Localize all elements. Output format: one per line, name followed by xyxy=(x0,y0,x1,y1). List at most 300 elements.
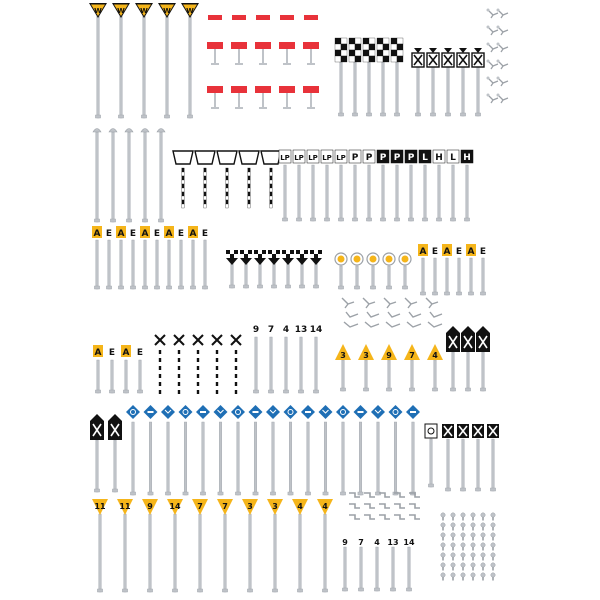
pole xyxy=(408,547,410,591)
pole xyxy=(108,240,110,289)
diamond-x-board-row-5 xyxy=(90,414,122,492)
screw-part-icon xyxy=(481,543,485,547)
sign-label: A xyxy=(165,229,173,239)
sign-label: E xyxy=(129,229,137,239)
pole xyxy=(96,440,98,492)
pole xyxy=(144,240,146,289)
w-board-row xyxy=(89,3,199,118)
checker-board-icon xyxy=(310,250,322,258)
pole xyxy=(112,132,114,222)
pole xyxy=(482,352,484,391)
hook-mount-icon xyxy=(384,298,400,327)
sign-label: 4 xyxy=(282,325,290,335)
pole xyxy=(482,258,484,295)
pole xyxy=(111,360,113,393)
bracket-parts-row-6 xyxy=(349,493,420,519)
screw-part-icon xyxy=(461,513,465,517)
checker-board-icon xyxy=(240,250,252,258)
pole xyxy=(477,439,479,491)
pole xyxy=(360,547,362,591)
sign-label: 7 xyxy=(267,325,275,335)
hook-mount-row xyxy=(342,298,442,327)
ae-board-row-3-right xyxy=(418,244,486,295)
pole xyxy=(204,240,206,289)
pole xyxy=(470,258,472,295)
pole xyxy=(99,514,101,592)
pole xyxy=(289,422,291,495)
sign-label: 4 xyxy=(374,538,380,547)
pole xyxy=(114,440,116,492)
red-stop-board-icon xyxy=(208,15,222,20)
pole xyxy=(410,165,412,221)
red-stop-board-icon xyxy=(255,86,271,93)
pole xyxy=(417,66,419,116)
sign-label: 9 xyxy=(147,502,153,511)
sign-label: A xyxy=(122,348,130,358)
pole xyxy=(324,514,326,592)
sign-label: 7 xyxy=(197,502,203,511)
hook-mount-icon xyxy=(498,95,508,103)
pole xyxy=(144,132,146,222)
pole xyxy=(199,514,201,592)
sign-label: H xyxy=(463,153,471,163)
pole xyxy=(342,422,344,495)
blue-diamond-sign-icon xyxy=(126,405,140,419)
blue-sign-row xyxy=(126,405,420,495)
blue-diamond-sign-icon xyxy=(214,405,228,419)
trapezoid-board-icon xyxy=(217,151,237,164)
red-stop-board-icon xyxy=(279,86,295,93)
pole xyxy=(249,514,251,592)
sign-label: 14 xyxy=(309,325,323,335)
sign-label: 9 xyxy=(252,325,260,335)
screw-part-icon xyxy=(441,533,445,537)
pole xyxy=(245,263,247,288)
pole xyxy=(424,165,426,221)
x-cross-board-icon xyxy=(476,326,490,352)
screw-part-icon xyxy=(471,543,475,547)
pole xyxy=(434,258,436,295)
pole xyxy=(432,66,434,116)
trapezoid-board-row xyxy=(173,151,281,208)
pole xyxy=(184,422,186,495)
pole xyxy=(132,240,134,289)
hook-mount-icon xyxy=(498,27,508,35)
sign-label: 4 xyxy=(322,502,328,511)
sign-label: A xyxy=(443,247,451,257)
screw-part-icon xyxy=(491,573,495,577)
bracket-parts xyxy=(487,9,509,104)
pole xyxy=(224,514,226,592)
pole xyxy=(285,337,287,393)
lamp-head-icon xyxy=(157,129,165,133)
pole xyxy=(180,240,182,289)
sign-label: 3 xyxy=(340,351,346,360)
pole xyxy=(466,165,468,221)
sign-label: LP xyxy=(322,154,332,162)
hook-mount-icon xyxy=(498,10,508,18)
pole xyxy=(388,266,390,289)
x-cross-board-icon xyxy=(90,414,104,440)
blue-diamond-sign-icon xyxy=(371,405,385,419)
sign-label: E xyxy=(431,247,439,257)
checker-square-row xyxy=(226,250,322,288)
lamp-head-icon xyxy=(93,129,101,133)
sign-label: L xyxy=(422,153,428,163)
letter-board-row xyxy=(279,150,473,221)
screw-part-icon xyxy=(441,523,445,527)
sign-label: 7 xyxy=(358,538,364,547)
trapezoid-board-icon xyxy=(173,151,193,164)
lamp-head-icon xyxy=(125,129,133,133)
screw-part-icon xyxy=(481,533,485,537)
hook-mount-icon xyxy=(363,298,379,327)
x-cross-board-icon xyxy=(461,326,475,352)
x-cross-board-icon xyxy=(446,326,460,352)
sign-label: W xyxy=(163,7,171,15)
pole xyxy=(259,263,261,288)
pole xyxy=(368,62,370,116)
pole xyxy=(149,422,151,495)
pole xyxy=(388,360,390,391)
pole xyxy=(237,422,239,495)
blue-diamond-sign-icon xyxy=(179,405,193,419)
hook-mount-icon xyxy=(409,504,420,508)
checker-board-icon xyxy=(226,250,238,258)
triangle-board-row xyxy=(335,344,443,391)
blue-diamond-sign-icon xyxy=(284,405,298,419)
sign-label: A xyxy=(141,229,149,239)
lamp-head-icon xyxy=(425,424,437,438)
pole xyxy=(284,165,286,221)
sign-label: 4 xyxy=(297,502,303,511)
sign-label: E xyxy=(455,247,463,257)
sign-label: A xyxy=(467,247,475,257)
trapezoid-board-icon xyxy=(239,151,259,164)
pole xyxy=(356,266,358,289)
pole xyxy=(447,439,449,491)
screw-part-icon xyxy=(451,553,455,557)
sign-label: 13 xyxy=(294,325,308,335)
pole xyxy=(344,547,346,591)
sign-label: 7 xyxy=(222,502,228,511)
hook-mount-icon xyxy=(342,298,358,327)
screw-part-icon xyxy=(451,563,455,567)
pole xyxy=(354,62,356,116)
screw-part-icon xyxy=(451,513,455,517)
screw-part-icon xyxy=(441,563,445,567)
hook-mount-icon xyxy=(405,298,421,327)
pole xyxy=(452,165,454,221)
sign-label: 9 xyxy=(386,351,392,360)
screw-part-icon xyxy=(461,563,465,567)
blue-diamond-sign-icon xyxy=(336,405,350,419)
screw-part-icon xyxy=(461,543,465,547)
screw-part-icon xyxy=(491,563,495,567)
pole xyxy=(139,360,141,393)
pole xyxy=(477,66,479,116)
pole xyxy=(365,360,367,391)
pole xyxy=(315,263,317,288)
pole xyxy=(412,422,414,495)
sign-label: W xyxy=(140,7,148,15)
sign-label: E xyxy=(105,229,113,239)
blue-diamond-sign-icon xyxy=(161,405,175,419)
sign-label: E xyxy=(108,348,116,358)
pole xyxy=(132,422,134,495)
screw-part-icon xyxy=(481,563,485,567)
pole xyxy=(359,422,361,495)
pole xyxy=(273,263,275,288)
screw-part-icon xyxy=(491,553,495,557)
checker-board-icon xyxy=(377,38,389,62)
screw-part-icon xyxy=(491,513,495,517)
ae-board-row-4 xyxy=(93,345,143,393)
sign-label: LP xyxy=(308,154,318,162)
pole xyxy=(368,165,370,221)
pole xyxy=(307,422,309,495)
blue-diamond-sign-icon xyxy=(266,405,280,419)
x-board-row xyxy=(412,48,484,116)
pole xyxy=(120,240,122,289)
pole xyxy=(168,240,170,289)
pole xyxy=(458,258,460,295)
pole xyxy=(96,240,98,289)
sign-label: 4 xyxy=(432,351,438,360)
hook-mount-icon xyxy=(364,504,375,508)
checker-board-icon xyxy=(282,250,294,258)
pole xyxy=(315,337,317,393)
pole xyxy=(312,165,314,221)
pole xyxy=(324,422,326,495)
x-cross-row xyxy=(155,335,241,394)
red-board-grid xyxy=(207,15,319,109)
checker-board-icon xyxy=(254,250,266,258)
pole xyxy=(143,16,145,118)
red-stop-board-icon xyxy=(207,42,223,49)
pole xyxy=(392,547,394,591)
screw-part-icon xyxy=(491,543,495,547)
trapezoid-board-icon xyxy=(195,151,215,164)
pole xyxy=(231,263,233,288)
hook-mount-icon xyxy=(409,515,420,519)
pole xyxy=(382,165,384,221)
sign-label: W xyxy=(117,7,125,15)
pole xyxy=(301,263,303,288)
pole xyxy=(340,62,342,116)
pole xyxy=(255,337,257,393)
lamp-head-icon xyxy=(109,129,117,133)
pole xyxy=(354,165,356,221)
pole xyxy=(124,514,126,592)
sign-label: A xyxy=(189,229,197,239)
pole xyxy=(462,439,464,491)
pole xyxy=(376,547,378,591)
pole xyxy=(96,132,98,222)
sign-label: 11 xyxy=(119,502,131,511)
hook-mount-icon xyxy=(379,515,390,519)
screw-part-icon xyxy=(451,573,455,577)
red-stop-board-icon xyxy=(304,15,318,20)
hook-mount-icon xyxy=(488,95,498,103)
x-board-row-5 xyxy=(425,424,499,491)
pole xyxy=(287,263,289,288)
disc-signal-row xyxy=(335,253,411,289)
checker-board-icon xyxy=(391,38,403,62)
screw-part-icon xyxy=(461,573,465,577)
screw-part-icon xyxy=(471,553,475,557)
red-stop-board-icon xyxy=(303,86,319,93)
sign-label: 3 xyxy=(363,351,369,360)
screw-parts-grid xyxy=(441,513,495,581)
screw-part-icon xyxy=(441,543,445,547)
screw-part-icon xyxy=(471,513,475,517)
pole xyxy=(422,258,424,295)
checker-board-icon xyxy=(268,250,280,258)
pole xyxy=(372,266,374,289)
sign-label: W xyxy=(94,7,102,15)
sign-label: A xyxy=(93,229,101,239)
sign-label: 9 xyxy=(342,538,348,547)
screw-part-icon xyxy=(481,513,485,517)
hook-mount-icon xyxy=(364,493,375,497)
diamond-x-board-row-4 xyxy=(446,326,490,391)
sign-label: W xyxy=(186,7,194,15)
pole xyxy=(342,360,344,391)
sign-label: E xyxy=(479,247,487,257)
screw-part-icon xyxy=(471,563,475,567)
x-cross-board-icon xyxy=(108,414,122,440)
pole xyxy=(430,439,432,487)
pole xyxy=(394,422,396,495)
sign-label: P xyxy=(365,153,373,163)
pole xyxy=(438,165,440,221)
pole xyxy=(156,240,158,289)
screw-part-icon xyxy=(471,523,475,527)
pole xyxy=(274,514,276,592)
checker-board-icon xyxy=(349,38,361,62)
sign-label: P xyxy=(393,153,401,163)
pole xyxy=(447,66,449,116)
pole xyxy=(219,422,221,495)
screw-part-icon xyxy=(441,573,445,577)
sign-label: E xyxy=(201,229,209,239)
red-stop-board-icon xyxy=(280,15,294,20)
pole xyxy=(160,132,162,222)
pole xyxy=(396,62,398,116)
red-stop-board-icon xyxy=(231,86,247,93)
pole xyxy=(300,337,302,393)
sign-label: E xyxy=(136,348,144,358)
hook-mount-icon xyxy=(488,44,498,52)
hook-mount-icon xyxy=(498,44,508,52)
red-stop-board-icon xyxy=(231,42,247,49)
screw-part-icon xyxy=(491,523,495,527)
screw-part-icon xyxy=(451,533,455,537)
screw-part-icon xyxy=(451,523,455,527)
screw-part-icon xyxy=(471,573,475,577)
checker-board-icon xyxy=(296,250,308,258)
blue-diamond-sign-icon xyxy=(231,405,245,419)
number-board-row-4 xyxy=(253,325,322,393)
sign-label: 13 xyxy=(387,538,399,547)
screw-part-icon xyxy=(471,533,475,537)
sign-label: 14 xyxy=(169,502,181,511)
sign-label: E xyxy=(177,229,185,239)
checker-board-row xyxy=(335,38,403,116)
hook-mount-icon xyxy=(488,78,498,86)
sign-label: A xyxy=(419,247,427,257)
hook-mount-icon xyxy=(379,504,390,508)
screw-part-icon xyxy=(481,553,485,557)
pole xyxy=(202,422,204,495)
sign-label: 7 xyxy=(409,351,415,360)
pole xyxy=(340,266,342,289)
sign-label: E xyxy=(153,229,161,239)
red-stop-board-icon xyxy=(207,86,223,93)
sign-label: 3 xyxy=(247,502,253,511)
hook-mount-icon xyxy=(488,27,498,35)
pole xyxy=(166,16,168,118)
lamp-pole-row xyxy=(93,129,165,223)
sign-label: L xyxy=(450,153,456,163)
screw-part-icon xyxy=(461,523,465,527)
pole xyxy=(462,66,464,116)
sign-label: A xyxy=(94,348,102,358)
hook-mount-icon xyxy=(498,78,508,86)
pole xyxy=(411,360,413,391)
pole xyxy=(120,16,122,118)
pole xyxy=(404,266,406,289)
pole xyxy=(270,337,272,393)
pole xyxy=(189,16,191,118)
hook-mount-icon xyxy=(349,504,360,508)
sign-label: P xyxy=(407,153,415,163)
pole xyxy=(167,422,169,495)
hook-mount-icon xyxy=(349,515,360,519)
pole xyxy=(326,165,328,221)
blue-diamond-sign-icon xyxy=(389,405,403,419)
sign-label: 11 xyxy=(94,502,106,511)
checker-board-icon xyxy=(363,38,375,62)
sign-label: 14 xyxy=(403,538,415,547)
sign-label: P xyxy=(379,153,387,163)
red-stop-board-icon xyxy=(256,15,270,20)
pole xyxy=(434,360,436,391)
pole xyxy=(298,165,300,221)
pole xyxy=(377,422,379,495)
lamp-head-icon xyxy=(141,129,149,133)
sign-label: H xyxy=(435,153,443,163)
pole xyxy=(467,352,469,391)
sign-label: LP xyxy=(294,154,304,162)
screw-part-icon xyxy=(441,513,445,517)
blue-diamond-sign-icon xyxy=(319,405,333,419)
screw-part-icon xyxy=(461,553,465,557)
pole xyxy=(446,258,448,295)
screw-part-icon xyxy=(481,523,485,527)
pole xyxy=(382,62,384,116)
number-board-row-6 xyxy=(342,538,415,591)
pole xyxy=(128,132,130,222)
pole xyxy=(97,360,99,393)
pole xyxy=(97,16,99,118)
pole xyxy=(492,439,494,491)
hook-mount-icon xyxy=(498,61,508,69)
hook-mount-icon xyxy=(488,10,498,18)
sign-label: LP xyxy=(280,154,290,162)
screw-part-icon xyxy=(461,533,465,537)
